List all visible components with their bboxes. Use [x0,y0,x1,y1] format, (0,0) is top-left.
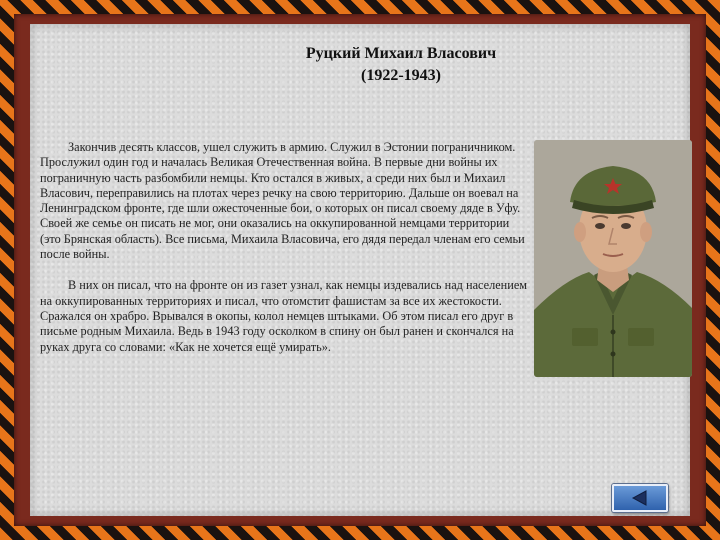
eye [595,223,605,229]
biography-paragraph-1: Закончив десять классов, ушел служить в армию. Служил в Эстонии пограничником. Прослужил один год и началась Великая Отечественная война. В первые дни войны их пограничную часть разбомбили немцы. Кто остался в живых, а среди них был и Михаил Власович, переправились на плотах через речку на свою территорию. Дальше он воевал на Ленинградском фронте, где шли ожесточенные бои, о которых он писал своему дяде в Уфу. Своей же семье он писать не мог, они оказались на оккупированной немцами территории (это Брянская область). Все письма, Михаила Власовича, его дядя передал членам его семьи после войны. [40,140,525,262]
ear [574,222,586,242]
uniform-button [611,352,616,357]
content-panel [30,24,690,516]
biography-text [40,140,531,355]
eye [621,223,631,229]
life-years: (1922-1943) [361,67,441,84]
chest-pocket [628,328,654,346]
ear [640,222,652,242]
back-arrow-icon [628,489,652,507]
uniform-button [611,330,616,335]
soldier-portrait-photo [534,140,692,377]
back-button[interactable] [612,484,668,512]
biography-paragraph-2: В них он писал, что на фронте он из газет узнал, как немцы издевались над населением на оккупированных территориях и писал, что отомстит фашистам за все их жестокости. Сражался он храбро. Врывался в окопы, колол немцев штыками. Об этом писал его друг в письме родным Михаила. Ведь в 1943 году осколком в спину он был ранен и скончался на руках друга со словами: «Как не хочется ещё умирать». [40,278,528,354]
portrait-illustration [534,140,692,377]
person-name: Руцкий Михаил Власович [305,45,497,62]
chest-pocket [572,328,598,346]
